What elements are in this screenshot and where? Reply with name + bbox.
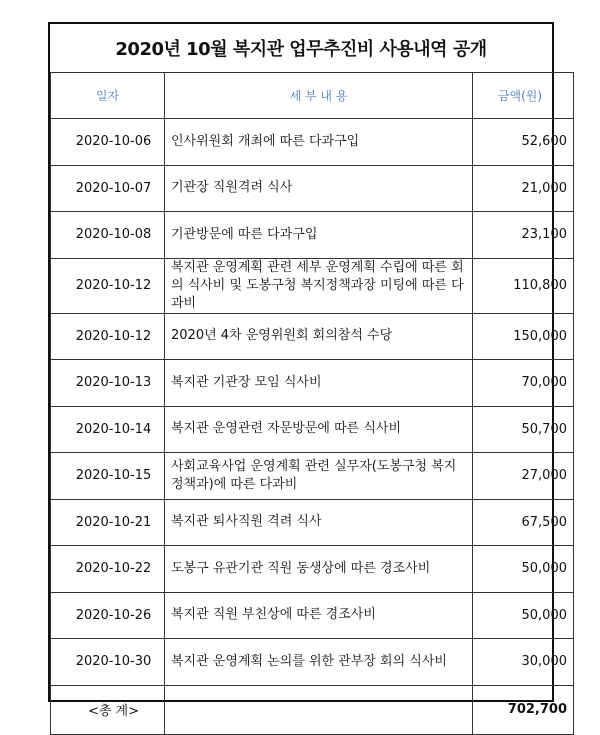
row-description: 2020년 4차 운영위원회 회의참석 수당	[165, 313, 473, 360]
expense-report-sheet	[48, 22, 567, 719]
row-amount: 52,600	[473, 119, 574, 166]
row-description: 복지관 퇴사직원 격려 식사	[165, 499, 473, 546]
row-date: 2020-10-07	[51, 165, 165, 212]
row-date: 2020-10-21	[51, 499, 165, 546]
table-row	[51, 258, 574, 313]
header-date: 일자	[51, 73, 165, 119]
row-description: 사회교육사업 운영계획 관련 실무자(도봉구청 복지정책과)에 따른 다과비	[165, 453, 473, 500]
total-label: <총 계>	[51, 685, 165, 734]
table-row	[51, 453, 574, 500]
row-description: 복지관 기관장 모임 식사비	[165, 360, 473, 407]
row-date: 2020-10-15	[51, 453, 165, 500]
row-amount: 23,100	[473, 212, 574, 259]
row-amount: 110,800	[473, 258, 574, 313]
row-description: 복지관 운영관련 자문방문에 따른 식사비	[165, 406, 473, 453]
row-description: 도봉구 유관기관 직원 동생상에 따른 경조사비	[165, 546, 473, 593]
table-row	[51, 313, 574, 360]
row-description: 복지관 직원 부친상에 따른 경조사비	[165, 592, 473, 639]
table-row	[51, 499, 574, 546]
row-description: 복지관 운영계획 논의를 위한 관부장 회의 식사비	[165, 639, 473, 686]
row-date: 2020-10-06	[51, 119, 165, 166]
expense-table	[50, 72, 574, 735]
row-amount: 50,000	[473, 592, 574, 639]
row-date: 2020-10-08	[51, 212, 165, 259]
row-date: 2020-10-22	[51, 546, 165, 593]
row-description: 기관장 직원격려 식사	[165, 165, 473, 212]
row-date: 2020-10-12	[51, 258, 165, 313]
row-amount: 67,500	[473, 499, 574, 546]
row-description: 기관방문에 따른 다과구입	[165, 212, 473, 259]
row-description: 복지관 운영계획 관련 세부 운영계획 수립에 따른 회의 식사비 및 도봉구청 복지정책과장 미팅에 따른 다과비	[165, 258, 473, 313]
table-row	[51, 406, 574, 453]
row-amount: 21,000	[473, 165, 574, 212]
header-description: 세 부 내 용	[165, 73, 473, 119]
table-row	[51, 165, 574, 212]
row-amount: 50,000	[473, 546, 574, 593]
row-amount: 150,000	[473, 313, 574, 360]
row-date: 2020-10-14	[51, 406, 165, 453]
total-description-empty	[165, 685, 473, 734]
row-amount: 50,700	[473, 406, 574, 453]
row-date: 2020-10-12	[51, 313, 165, 360]
table-row	[51, 639, 574, 686]
report-title: 2020년 10월 복지관 업무추진비 사용내역 공개	[115, 39, 487, 60]
total-row	[51, 685, 574, 734]
table-row	[51, 592, 574, 639]
table-row	[51, 119, 574, 166]
row-date: 2020-10-13	[51, 360, 165, 407]
total-amount: 702,700	[473, 685, 574, 734]
table-row	[51, 360, 574, 407]
table-header-row	[51, 73, 574, 119]
header-amount: 금액(원)	[473, 73, 574, 119]
row-amount: 27,000	[473, 453, 574, 500]
row-amount: 70,000	[473, 360, 574, 407]
table-row	[51, 212, 574, 259]
row-description: 인사위원회 개최에 따른 다과구입	[165, 119, 473, 166]
row-date: 2020-10-30	[51, 639, 165, 686]
row-amount: 30,000	[473, 639, 574, 686]
row-date: 2020-10-26	[51, 592, 165, 639]
table-row	[51, 546, 574, 593]
